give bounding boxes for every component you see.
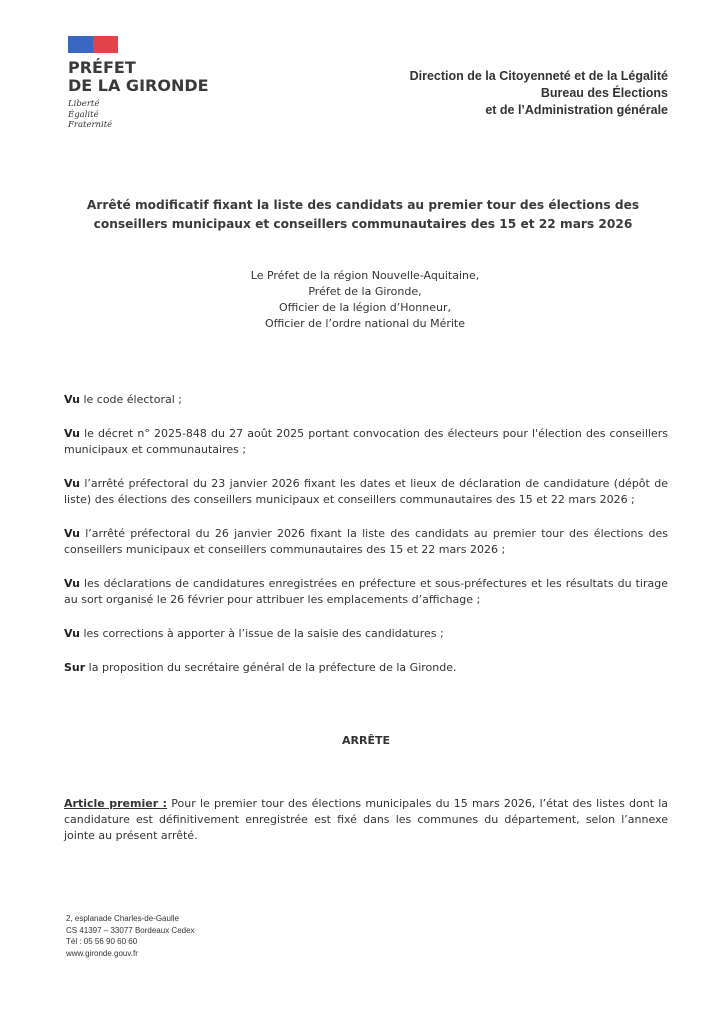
consideration-item (64, 392, 668, 408)
document-title-line2: conseillers municipaux et conseillers communautaires des 15 et 22 mars 2026 (93, 217, 633, 231)
consideration-item (64, 526, 668, 558)
consideration-lead: Vu (64, 627, 80, 640)
considerations (64, 392, 668, 694)
consideration-text: l’arrêté préfectoral du 23 janvier 2026 fixant les dates et lieux de déclaration de candidature (dépôt de liste) des élections des conseillers municipaux et conseillers communautaires des 15 et 22 mars 2026 ; (64, 477, 668, 506)
article-premier (64, 796, 668, 844)
consideration-item (64, 660, 668, 676)
consideration-lead: Vu (64, 527, 80, 540)
prefect-block (150, 268, 580, 332)
document-title-line1: Arrêté modificatif fixant la liste des candidats au premier tour des élections des (86, 198, 640, 212)
footer-address (66, 913, 195, 959)
article-text: Pour le premier tour des élections municipales du 15 mars 2026, l’état des listes dont la candidature est définitivement enregistrée est fixé dans les communes du département, selon l’annexe jointe au présent arrêté. (64, 797, 669, 842)
consideration-text: le code électoral ; (79, 393, 182, 406)
consideration-lead: Vu (64, 393, 80, 406)
consideration-item (64, 426, 668, 458)
article-label: Article premier : (64, 797, 168, 810)
motto-egalite: Égalité (68, 109, 99, 120)
consideration-lead: Vu (64, 477, 80, 490)
consideration-text: le décret n° 2025-848 du 27 août 2025 portant convocation des électeurs pour l'élection des conseillers municipaux et communautaires ; (64, 427, 668, 456)
direction-line: Direction de la Citoyenneté et de la Légalité (409, 69, 668, 83)
consideration-text: la proposition du secrétaire général de la préfecture de la Gironde. (85, 661, 457, 674)
logo-motto (68, 99, 209, 131)
direction-header (410, 68, 668, 119)
flag-red-band (93, 36, 118, 53)
consideration-text: les corrections à apporter à l’issue de la saisie des candidatures ; (79, 627, 444, 640)
prefecture-logo (68, 36, 209, 131)
prefect-line: Le Préfet de la région Nouvelle-Aquitaine, (250, 269, 480, 282)
consideration-lead: Vu (64, 577, 80, 590)
document-title (64, 196, 662, 234)
footer-phone: Tél : 05 56 90 60 60 (66, 937, 138, 946)
consideration-item (64, 576, 668, 608)
motto-fraternite: Fraternité (68, 120, 113, 130)
bureau-line: Bureau des Élections (540, 86, 668, 100)
prefect-line: Officier de l’ordre national du Mérite (264, 317, 465, 330)
logo-title-line2: DE LA GIRONDE (68, 76, 209, 95)
logo-title (68, 59, 209, 95)
administration-line: et de l’Administration générale (485, 103, 668, 117)
prefect-line: Officier de la légion d’Honneur, (279, 301, 451, 314)
flag-blue-band (68, 36, 93, 53)
french-flag-icon (68, 36, 118, 53)
footer-website: www.gironde.gouv.fr (66, 948, 138, 958)
decision-heading: ARRÊTE (342, 734, 390, 747)
consideration-text: l’arrêté préfectoral du 26 janvier 2026 fixant la liste des candidats au premier tour des élections des conseillers municipaux et conseillers communautaires des 15 et 22 mars 2026 ; (64, 527, 668, 556)
footer-address-line1: 2, esplanade Charles-de-Gaulle (66, 914, 179, 923)
consideration-lead: Vu (64, 427, 80, 440)
consideration-text: les déclarations de candidatures enregistrées en préfecture et sous-préfectures et les résultats du tirage au sort organisé le 26 février pour attribuer les emplacements d’affichage ; (64, 577, 668, 606)
logo-title-line1: PRÉFET (68, 58, 136, 77)
consideration-item (64, 476, 668, 508)
motto-liberte: Liberté (68, 99, 100, 109)
prefect-line: Préfet de la Gironde, (308, 285, 422, 298)
consideration-item (64, 626, 668, 642)
consideration-lead: Sur (64, 661, 86, 674)
footer-address-line2: CS 41397 – 33077 Bordeaux Cedex (66, 925, 195, 935)
